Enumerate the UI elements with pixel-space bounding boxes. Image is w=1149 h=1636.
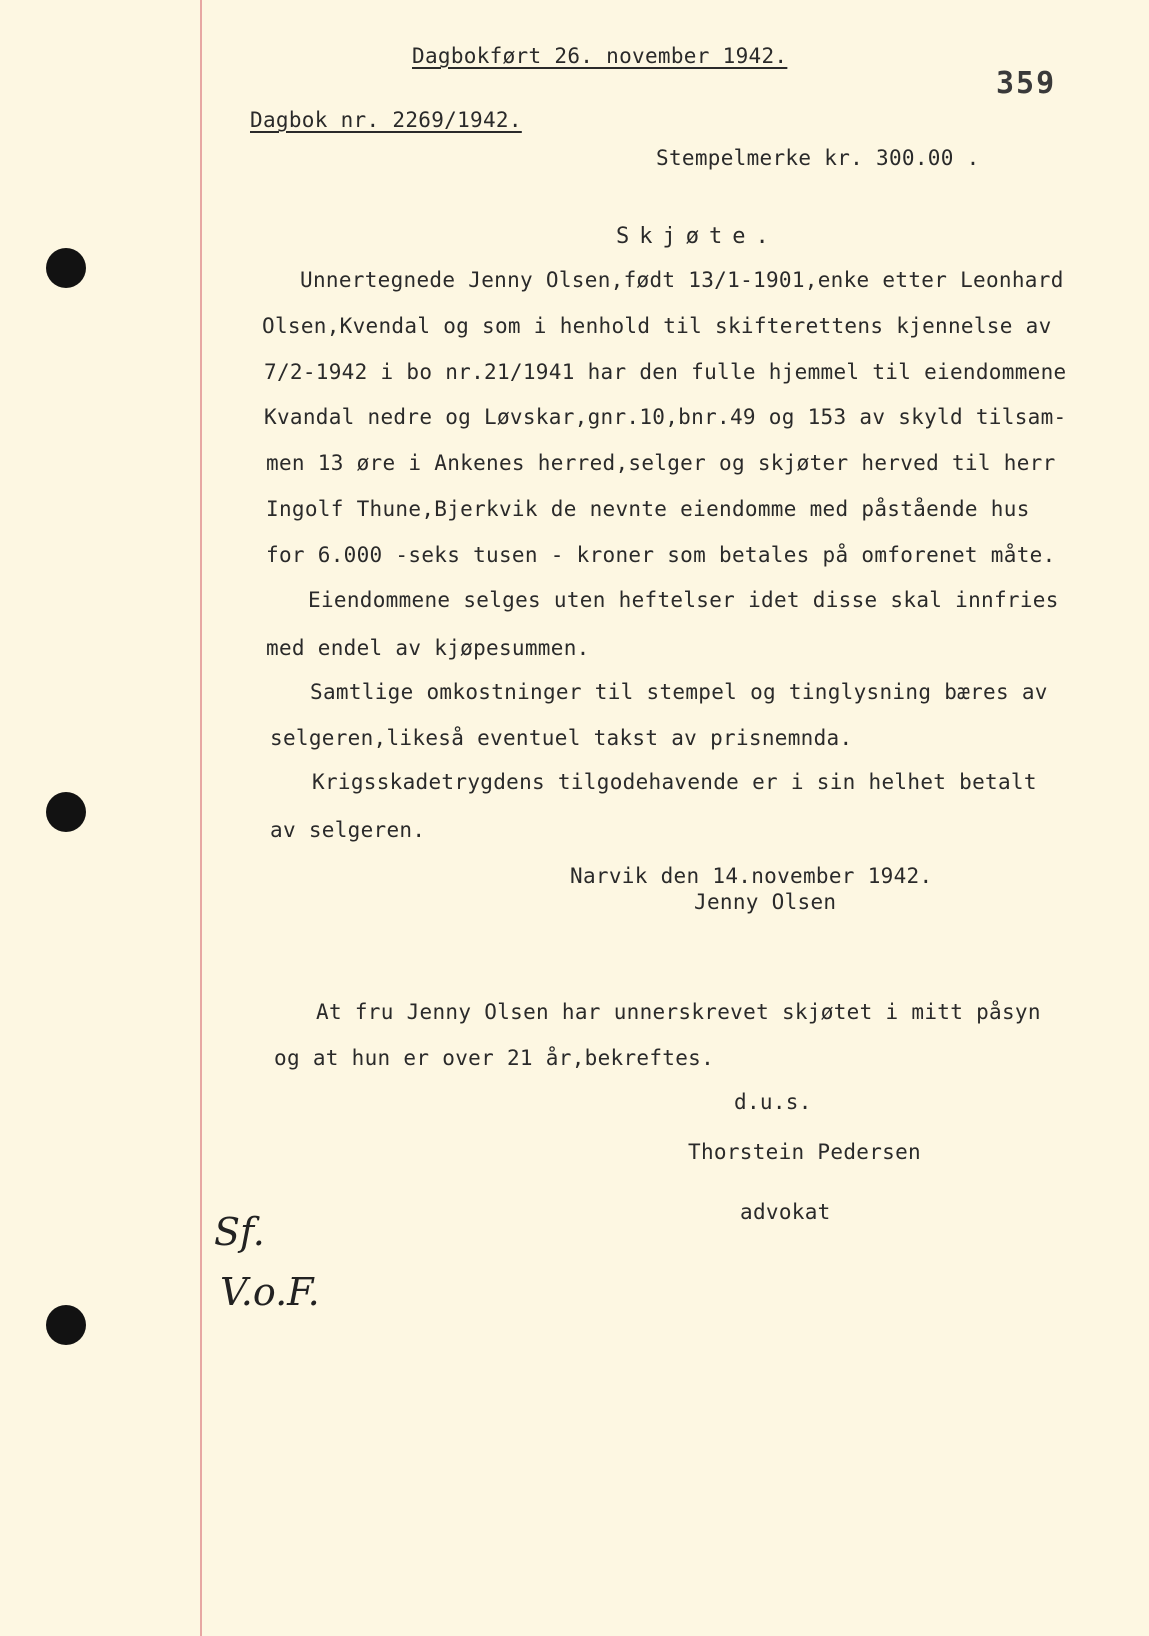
dagbok-number: Dagbok nr. 2269/1942. — [250, 108, 522, 132]
stamp-value: Stempelmerke kr. 300.00 . — [656, 146, 980, 170]
body-line: Eiendommene selges uten heftelser idet disse skal innfries — [308, 588, 1059, 612]
document-title: Skjøte. — [616, 224, 779, 249]
margin-line — [200, 0, 202, 1636]
witness-title: advokat — [740, 1200, 831, 1224]
page-number: 359 — [996, 66, 1057, 101]
punch-hole-bottom — [46, 1305, 86, 1345]
body-line: 7/2-1942 i bo nr.21/1941 har den fulle hjemmel til eiendommene — [264, 360, 1067, 384]
body-line: Krigsskadetrygdens tilgodehavende er i sin helhet betalt — [312, 770, 1037, 794]
body-line: av selgeren. — [270, 818, 426, 842]
body-line: Unnertegnede Jenny Olsen,født 13/1-1901,enke etter Leonhard — [300, 268, 1064, 292]
body-line: for 6.000 -seks tusen - kroner som betales på omforenet måte. — [266, 543, 1056, 567]
place-date: Narvik den 14.november 1942. — [570, 864, 933, 888]
attest-line: og at hun er over 21 år,bekreftes. — [274, 1046, 715, 1070]
body-line: men 13 øre i Ankenes herred,selger og skjøter herved til herr — [266, 451, 1056, 475]
body-line: selgeren,likeså eventuel takst av prisnemnda. — [270, 726, 853, 750]
handwritten-initials: V.o.F. — [220, 1270, 320, 1314]
punch-hole-top — [46, 248, 86, 288]
attest-line: At fru Jenny Olsen har unnerskrevet skjøtet i mitt påsyn — [316, 1000, 1041, 1024]
body-line: Samtlige omkostninger til stempel og tinglysning bæres av — [310, 680, 1048, 704]
punch-hole-middle — [46, 792, 86, 832]
body-line: Olsen,Kvendal og som i henhold til skifterettens kjennelse av — [262, 314, 1052, 338]
body-line: Ingolf Thune,Bjerkvik de nevnte eiendomme med påstående hus — [266, 497, 1030, 521]
signer-name: Jenny Olsen — [694, 890, 837, 914]
witness-name: Thorstein Pedersen — [688, 1140, 921, 1164]
handwritten-initials: Sf. — [214, 1210, 265, 1254]
body-line: Kvandal nedre og Løvskar,gnr.10,bnr.49 og 153 av skyld tilsam- — [264, 405, 1067, 429]
body-line: med endel av kjøpesummen. — [266, 636, 590, 660]
dus-abbreviation: d.u.s. — [734, 1090, 812, 1114]
journal-line: Dagbokført 26. november 1942. — [412, 44, 788, 68]
